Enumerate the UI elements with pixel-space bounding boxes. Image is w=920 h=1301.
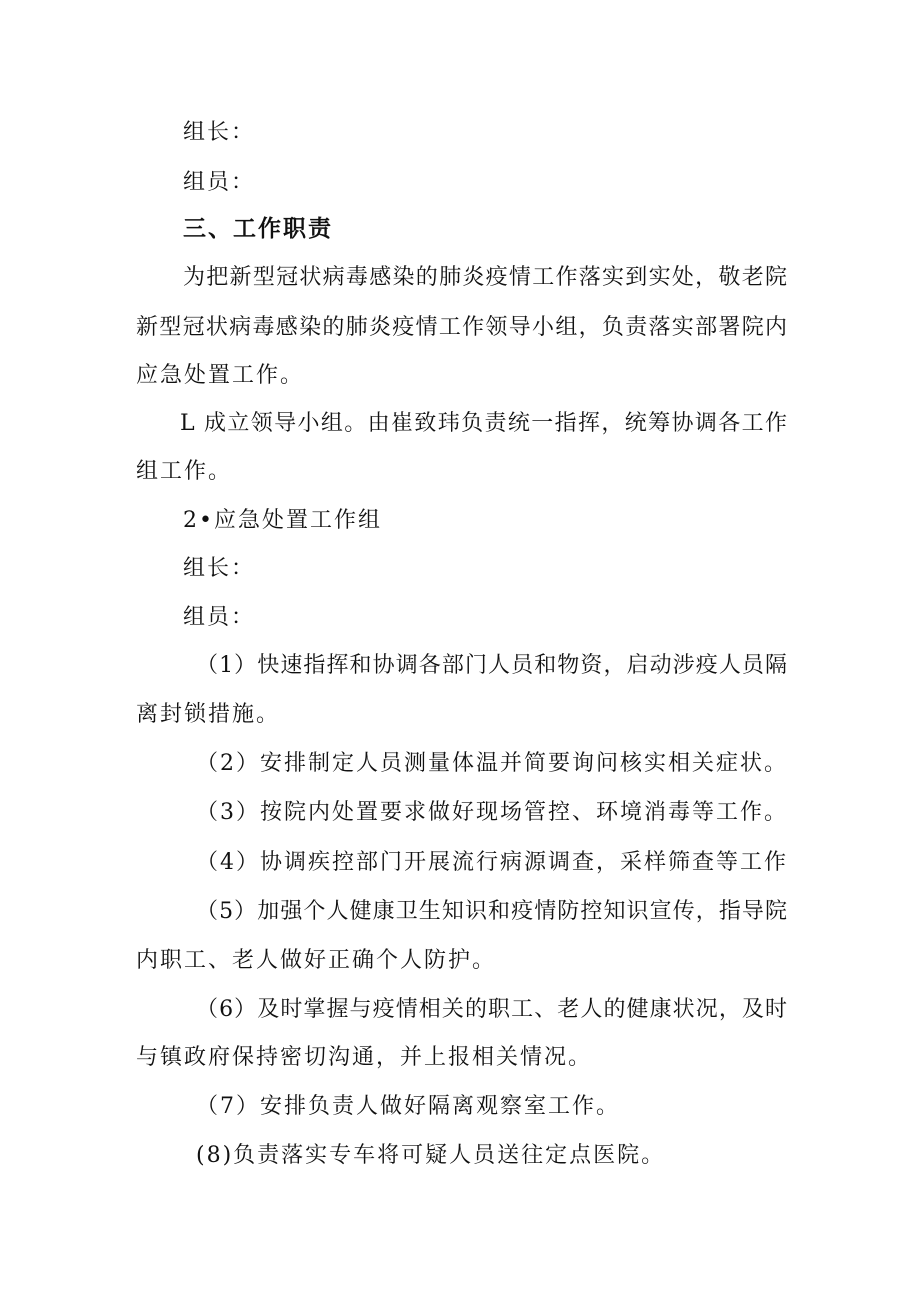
duty-4: （4）协调疾控部门开展流行病源调查，采样筛查等工作	[196, 850, 788, 875]
duty-5-line-1: （5）加强个人健康卫生知识和疫情防控知识宣传，指导院	[196, 899, 788, 924]
item-2-heading: 2•应急处置工作组	[183, 508, 382, 533]
duty-8: (8)负责落实专车将可疑人员送往定点医院。	[196, 1143, 666, 1168]
group-leader-label-1: 组长：	[183, 120, 256, 145]
duty-6-line-1: （6）及时掌握与疫情相关的职工、老人的健康状况，及时	[196, 997, 788, 1022]
paragraph-intro-line-1: 为把新型冠状病毒感染的肺炎疫情工作落实到实处，敬老院	[183, 265, 788, 290]
duty-3: （3）按院内处置要求做好现场管控、环境消毒等工作。	[196, 800, 788, 825]
duty-1-line-2: 离封锁措施。	[136, 702, 281, 727]
paragraph-intro-line-3: 应急处置工作。	[136, 363, 305, 388]
duty-1-line-1: （1）快速指挥和协调各部门人员和物资，启动涉疫人员隔	[196, 653, 788, 678]
section-heading-duties: 三、工作职责	[183, 216, 333, 242]
group-member-label-1: 组员：	[183, 170, 256, 195]
item-1-line-2: 组工作。	[136, 459, 233, 484]
group-leader-label-2: 组长：	[183, 556, 256, 581]
duty-7: （7）安排负责人做好隔离观察室工作。	[196, 1094, 620, 1119]
duty-2: （2）安排制定人员测量体温并简要询问核实相关症状。	[196, 751, 788, 776]
paragraph-intro-line-2: 新型冠状病毒感染的肺炎疫情工作领导小组，负责落实部署院内	[136, 315, 788, 340]
duty-6-line-2: 与镇政府保持密切沟通，并上报相关情况。	[136, 1045, 593, 1070]
duty-5-line-2: 内职工、老人做好正确个人防护。	[136, 948, 497, 973]
group-member-label-2: 组员：	[183, 605, 256, 630]
item-1-line-1: L 成立领导小组。由崔致玮负责统一指挥，统筹协调各工作	[180, 411, 788, 436]
